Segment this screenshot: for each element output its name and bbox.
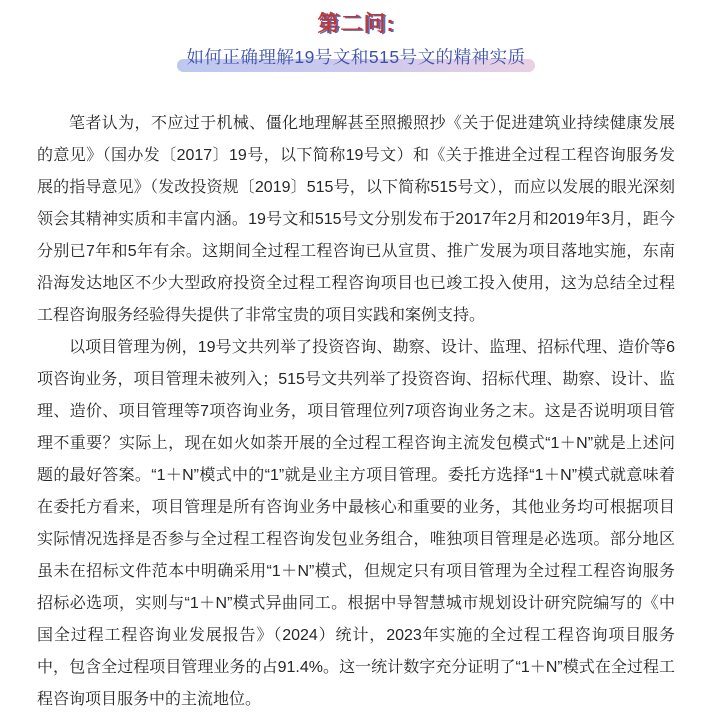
page-title: 第二问:: [317, 11, 395, 36]
subtitle-gradient-highlight: [177, 59, 534, 72]
paragraph-1: 笔者认为，不应过于机械、僵化地理解甚至照搬照抄《关于促进建筑业持续健康发展的意见》（国办发〔2017〕19号，以下简称19号文）和《关于推进全过程工程咨询服务发展的指导意见》（发改投资规〔2019〕515号，以下简称515号文），而应以发展的眼光深刻领会其精神实质和丰富内涵。19号文和515号文分别发布于2017年2月和2019年3月，距今分别已7年和5年有余。这期间全过程工程咨询已从宣贯、推广发展为项目落地实施，东南沿海发达地区不少大型政府投资全过程工程咨询项目也已竣工投入使用，这为总结全过程工程咨询服务经验得失提供了非常宝贵的项目实践和案例支持。: [37, 115, 675, 324]
article-body: [37, 108, 675, 716]
subtitle-row: [37, 46, 675, 68]
paragraph-2: 以项目管理为例，19号文共列举了投资咨询、勘察、设计、监理、招标代理、造价等6项咨询业务，项目管理未被列入；515号文共列举了投资咨询、招标代理、勘察、设计、监理、造价、项目管理等7项咨询业务，项目管理位列7项咨询业务之末。这是否说明项目管理不重要？实际上，现在如火如荼开展的全过程工程咨询主流发包模式“1＋N”就是上述问题的最好答案。“1＋N”模式中的“1”就是业主方项目管理。委托方选择“1＋N”模式就意味着在委托方看来，项目管理是所有咨询业务中最核心和重要的业务，其他业务均可根据项目实际情况选择是否参与全过程工程咨询发包业务组合，唯独项目管理是必选项。部分地区虽未在招标文件范本中明确采用“1＋N”模式，但规定只有项目管理为全过程工程咨询服务招标必选项，实则与“1＋N”模式异曲同工。根据中导智慧城市规划设计研究院编写的《中国全过程工程咨询业发展报告》（2024）统计，2023年实施的全过程工程咨询项目服务中，包含全过程项目管理业务的占91.4%。这一统计数字充分证明了“1＋N”模式在全过程工程咨询项目服务中的主流地位。: [37, 339, 675, 708]
page-subtitle: 如何正确理解19号文和515号文的精神实质: [177, 46, 534, 68]
